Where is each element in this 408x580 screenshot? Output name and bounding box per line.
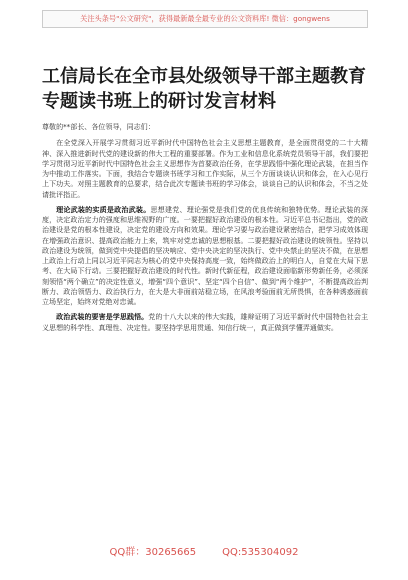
paragraph-lead: 理论武装的实质是政治武装。	[56, 204, 151, 214]
document-body	[42, 122, 368, 333]
paragraph-text: 党的十八大以来的伟大实践，雄辩证明了习近平新时代中国特色社会主义思想的科学性、真理性、决定性。要坚持学思用贯通、知信行统一，真正做到学懂弄通做实。	[42, 312, 368, 332]
footer-contact	[0, 546, 408, 560]
paragraph	[42, 312, 368, 333]
paragraph-lead: 政治武装的要害是学思践悟。	[56, 312, 149, 322]
paragraph	[42, 138, 368, 200]
qq-group-label: QQ群：30265665	[109, 547, 197, 558]
promo-banner: 关注头条号"公文研究"，获得最新最全最专业的公文资料库! 微信：gongwens	[42, 10, 368, 28]
page-title: 工信局长在全市县处级领导干部主题教育专题读书班上的研讨发言材料	[42, 66, 366, 112]
paragraph	[42, 205, 368, 308]
paragraph-text: 思想建党、理论强党是我们党的优良传统和独特优势。理论武装的深度，决定政治定力的强度和思维视野的广度。一要把握好政治建设的根本性。习近平总书记指出，党的政治建设是党的根本性建设，决定党的建设方向和效果。理论学习要与政治建设紧密结合，把学习成效体现在增强政治意识、提高政治能力上来，筑牢对党忠诚的思想根基。二要把握好政治建设的统领性。坚持以政治建设为统领，做到党中央提倡的坚决响应、党中央决定的坚决执行、党中央禁止的坚决不做，在思想上政治上行动上同以习近平同志为核心的党中央保持高度一致，始终做政治上的明白人，自觉在大局下思考、在大局下行动。三要把握好政治建设的时代性。新时代新征程，政治建设面临新形势新任务，必须深刻领悟“两个确立”的决定性意义，增强“四个意识”、坚定“四个自信”、做到“两个维护”，不断提高政治判断力、政治领悟力、政治执行力，在大是大非面前站稳立场，在风浪考验面前无所畏惧，在各种诱惑面前立场坚定，始终对党绝对忠诚。	[42, 204, 368, 306]
paragraph-text: 在全党深入开展学习贯彻习近平新时代中国特色社会主义思想主题教育，是全面贯彻党的二十大精神、深入推进新时代党的建设新的伟大工程的重要部署。作为工业和信息化系统党员领导干部，我们要把学习贯彻习近平新时代中国特色社会主义思想作为首要政治任务，在学思践悟中强化理论武装，在担当作为中推动工作落实。下面，我结合专题读书班学习和工作实际，从三个方面谈谈认识和体会，在入心见行上下功夫。对照主题教育的总要求，结合此次专题读书班的学习体会，谈谈自己的认识和体会，不当之处请批评指正。	[42, 138, 368, 199]
greeting: 尊敬的**部长、各位领导，同志们：	[42, 122, 155, 131]
qq-label: QQ:535304092	[222, 547, 299, 558]
